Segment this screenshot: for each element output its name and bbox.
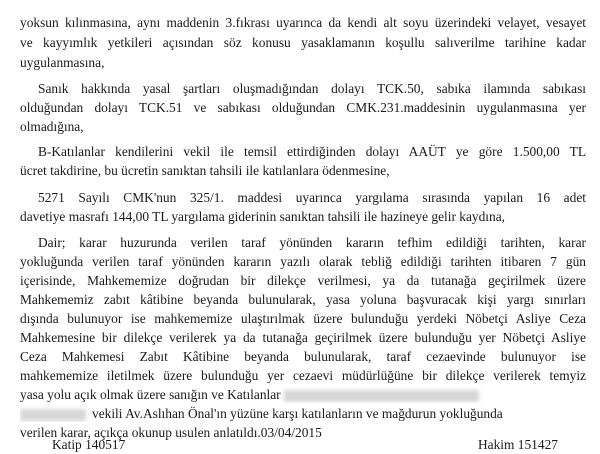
text-line: Ceza Mahkemesi Zabıt Kâtibine beyanda bulunularak, taraf cezaevinde bulunuyor ise: [20, 349, 586, 364]
text-line: Sanık hakkında yasal şartları oluşmadığından dolayı TCK.50, sabıka ilamında sabıkası: [38, 81, 586, 96]
text-line: ücret takdirine, bu ücretin sanıktan tahsili ile katılanlara ödenmesine,: [20, 163, 390, 178]
text-line: verilen karar, açıkça okunup usulen anlatıldı.03/04/2015: [20, 425, 322, 440]
text-line: Dair; karar huzurunda verilen taraf yönünden kararın tefhim edildiği tarihten, karar: [38, 235, 586, 250]
redacted-name: [20, 409, 86, 421]
text-fragment: yasa yolu açık olmak üzere sanığın ve Katılanlar: [20, 387, 281, 402]
text-line: dışında bulunuyor ise mahkememize ulaştırılmak üzere bulunduğu yerdeki Nöbetçi Asliye Ceza: [20, 311, 586, 326]
text-line: [20, 405, 586, 422]
text-line: yokluğunda verilen taraf yönünden kararın yazılı olarak tebliğ edildiği tarihten itibaren 7 gün: [20, 254, 586, 269]
text-line: yoksun kılınmasına, aynı maddenin 3.fıkrası uyarınca da kendi alt soyu üzerindeki velayet, vesayet: [20, 15, 586, 30]
text-line: [20, 386, 586, 403]
text-line: uygulanmasına,: [20, 55, 105, 70]
text-fragment: vekili Av.Aslıhan Önal'ın yüzüne karşı katılanların ve mağdurun yokluğunda: [92, 406, 503, 421]
text-line: içerisinde, Mahkememize doğrudan bir dilekçe verilmesi, ya da tutanağa geçirilmek üzere: [20, 273, 586, 288]
judge-signature: Hakim 151427: [478, 437, 558, 452]
text-line: ve kayyımlık yetkileri açısından söz konusu yasaklamanın koşullu salıverilme tarihine kadar: [20, 35, 586, 50]
text-line: olmadığına,: [20, 119, 84, 134]
clerk-signature: Katip 140517: [52, 437, 126, 452]
redacted-names: [284, 390, 479, 402]
text-line: olduğundan dolayı TCK.51 ve sabıkası olduğundan CMK.231.maddesinin uygulanmasına yer: [20, 100, 586, 115]
text-line: B-Katılanlar kendilerini vekil ile temsil ettirdiğinden dolayı AAÜT ye göre 1.500,00 TL: [38, 144, 586, 159]
text-line: Mahkemesine bir dilekçe verilerek ya da tutanağa geçirilmek üzere bulunduğu yer Nöbetçi Asliye: [20, 330, 586, 345]
text-line: davetiye masrafı 144,00 TL yargılama giderinin sanıktan tahsili ile hazineye gelir kaydına,: [20, 209, 506, 224]
text-line: 5271 Sayılı CMK'nun 325/1. maddesi uyarınca yargılama sırasında yapılan 16 adet: [38, 190, 586, 205]
text-line: mahkememize iletilmek üzere bulunduğu yer cezaevi müdürlüğüne bir dilekçe verilerek temyiz: [20, 368, 586, 383]
text-line: Mahkememiz zabıt kâtibine beyanda bulunularak, yasa yoluna başvuracak kişi yargı sınırları: [20, 292, 586, 307]
